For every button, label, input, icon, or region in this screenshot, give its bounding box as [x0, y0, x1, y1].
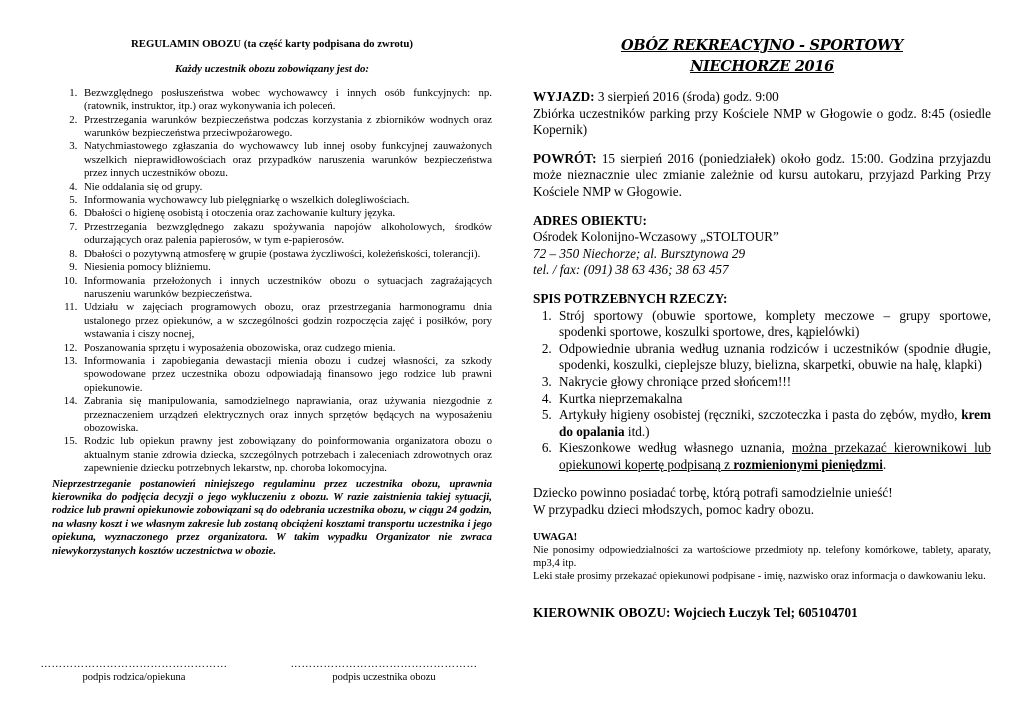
- rules-list: [52, 87, 492, 476]
- rule-item: 11. Udziału w zajęciach programowych obozu, oraz przestrzegania harmonogramu dnia ustalonego przez opiekunów, a w szczególności godzin rozpoczęcia zajęć i posiłków, pory wstawania i ciszy nocnej,: [80, 301, 492, 341]
- signature-line: ……………………………………………: [40, 659, 228, 670]
- bag-section: [533, 485, 991, 518]
- rule-item: 4. Nie oddalania się od grupy.: [80, 181, 492, 194]
- address-label: ADRES OBIEKTU:: [533, 212, 647, 228]
- rule-item: 3. Natychmiastowego zgłaszania do wychowawcy lub innej osoby funkcyjnej zauważonych wszelkich nieprawidłowościach oraz przypadków naruszenia warunków bezpieczeństwa przez innych uczestników obozu.: [80, 140, 492, 180]
- parent-signature-label: podpis rodzica/opiekuna: [82, 672, 186, 684]
- rule-item: 9. Niesienia pomocy bliźniemu.: [80, 261, 492, 274]
- rule-item: 5. Informowania wychowawcy lub pielęgniarkę o wszelkich dolegliwościach.: [80, 194, 492, 207]
- departure-date: 3 sierpień 2016 (środa) godz. 9:00: [594, 89, 779, 104]
- rule-item: 12. Poszanowania sprzętu i wyposażenia obozowiska, oraz cudzego mienia.: [80, 342, 492, 355]
- rule-item: 6. Dbałości o higienę osobistą i otoczenia oraz zachowanie kultury języka.: [80, 207, 492, 220]
- return-label: POWRÓT:: [533, 150, 597, 166]
- return-section: [533, 151, 991, 201]
- exclusion-warning: Nieprzestrzeganie postanowień niniejszego regulaminu przez uczestnika obozu, uprawnia kierownika do podjęcia decyzji o jego wykluczeniu z obozu. W razie zaistnienia takiej sytuacji, rodzice lub prawni opiekunowie zobowiązani są do odebrania uczestnika obozu, w ciągu 24 godzin, na własny koszt i we własnym zakresie lub zostaną obciążeni kosztami transportu uczestnika i jego opiekuna, wyznaczonego przez organizatora. W takim wypadku Organizator nie zwraca niewykorzystanych kosztów uczestnictwa w obozie.: [52, 477, 492, 557]
- help-line: W przypadku dzieci młodszych, pomoc kadry obozu.: [533, 502, 815, 518]
- packing-item: 1. Strój sportowy (obuwie sportowe, komplety meczowe – grupy sportowe, spodenki sportowe, koszulki sportowe, dres, kąpielówki): [555, 308, 991, 341]
- regulations-column: [40, 0, 492, 684]
- regulations-title: REGULAMIN OBOZU (ta część karty podpisana do zwrotu): [130, 38, 414, 50]
- note-valuables: Nie ponosimy odpowiedzialności za wartościowe przedmioty np. telefony komórkowe, tablety, aparaty, mp3,4 itp.: [533, 544, 991, 569]
- address-phone: tel. / fax: (091) 38 63 436; 38 63 457: [533, 262, 729, 278]
- attention-note: [533, 531, 991, 583]
- participant-signature-label: podpis uczestnika obozu: [332, 672, 436, 684]
- packing-item: 4. Kurtka nieprzemakalna: [555, 391, 991, 408]
- rule-item: 7. Przestrzegania bezwzględnego zakazu spożywania napojów alkoholowych, środków odurzających oraz palenia papierosów, w tym e-papierosów.: [80, 221, 492, 248]
- departure-label: WYJAZD:: [533, 89, 595, 104]
- address-section: [533, 213, 991, 279]
- regulations-subtitle: Każdy uczestnik obozu zobowiązany jest do:: [174, 63, 370, 76]
- rule-item: 14. Zabrania się manipulowania, samodzielnego naprawiania, oraz używania niezgodnie z przeznaczeniem urządzeń elektrycznych oraz innych sprzętów będących na wyposażeniu obozowiska.: [80, 395, 492, 435]
- participant-signature: [284, 658, 484, 685]
- rule-item: 15. Rodzic lub opiekun prawny jest zobowiązany do poinformowania organizatora obozu o aktualnym stanie zdrowia dziecka, szczególnych potrzebach i zaleceniach zdrowotnych oraz zapewnienie dziecku potrzebnych lekarstw, np. choroba lokomocyjna.: [80, 435, 492, 475]
- rule-item: 13. Informowania i zapobiegania dewastacji mienia obozu i cudzej własności, za szkody spowodowane przez uczestnika obozu odpowiadają finansowo jego rodzice lub prawni opiekunowie.: [80, 355, 492, 395]
- change-money-text: rozmienionymi pieniędzmi: [733, 456, 883, 472]
- camp-title-line2: NIECHORZE 2016: [690, 58, 834, 75]
- rule-item: 1. Bezwzględnego posłuszeństwa wobec wychowawcy i innych osób funkcyjnych: np. (ratownik, instruktor, itp.) oraz wykonywania ich poleceń.: [80, 87, 492, 114]
- bag-line: Dziecko powinno posiadać torbę, którą potrafi samodzielnie unieść!: [533, 485, 893, 501]
- rule-item: 2. Przestrzegania warunków bezpieczeństwa podczas korzystania z zbiorników wodnych oraz warunków bezpieczeństwa przeciwpożarowego.: [80, 114, 492, 141]
- address-name: Ośrodek Kolonijno-Wczasowy „STOLTOUR”: [533, 229, 779, 245]
- camp-info-column: [533, 0, 991, 621]
- packing-list-section: [533, 291, 991, 474]
- return-text: 15 sierpień 2016 (poniedziałek) około godz. 15:00. Godzina przyjazdu może nieznacznie ulec zmianie zależnie od kursu autokaru, przyjazd Parking Przy Kościele NMP w Głogowie.: [533, 150, 991, 199]
- packing-list: [533, 308, 991, 474]
- rule-item: 10. Informowania przełożonych i innych uczestników obozu o sytuacjach zagrażających naruszeniu warunków bezpieczeństwa.: [80, 275, 492, 302]
- departure-section: [533, 89, 991, 139]
- envelope-note: można przekazać kierownikowi lub opiekunowi kopertę podpisaną z: [559, 440, 991, 472]
- camp-title: [533, 35, 991, 77]
- parent-signature: [34, 658, 234, 685]
- rule-item: 8. Dbałości o pozytywną atmosferę w grupie (postawa życzliwości, koleżeńskości, tolerancji).: [80, 248, 492, 261]
- note-label: UWAGA!: [533, 531, 578, 543]
- packing-item: 5. Artykuły higieny osobistej (ręczniki, szczoteczka i pasta do zębów, mydło, krem do opalania itd.): [555, 407, 991, 440]
- signature-line: ……………………………………………: [290, 659, 478, 670]
- packing-item: 2. Odpowiednie ubrania według uznania rodziców i uczestników (spodnie długie, spodenki, koszulki, cieplejsze bluzy, bielizna, skarpetki, obuwie na halę, klapki): [555, 341, 991, 374]
- camp-title-line1: OBÓZ REKREACYJNO - SPORTOWY: [621, 37, 903, 54]
- departure-detail: Zbiórka uczestników parking przy Kościele NMP w Głogowie o godz. 8:45 (osiedle Kopernik): [533, 105, 991, 138]
- packing-item: 3. Nakrycie głowy chroniące przed słońcem!!!: [555, 374, 991, 391]
- sunscreen-text: krem do opalania: [559, 407, 991, 439]
- camp-leader: KIEROWNIK OBOZU: Wojciech Łuczyk Tel; 605104701: [533, 604, 858, 620]
- packing-item: 6. Kieszonkowe według własnego uznania, można przekazać kierownikowi lub opiekunowi kopertę podpisaną z rozmienionymi pieniędzmi.: [555, 440, 991, 473]
- address-street: 72 – 350 Niechorze; al. Bursztynowa 29: [533, 245, 746, 261]
- packing-list-label: SPIS POTRZEBNYCH RZECZY:: [533, 290, 728, 306]
- note-medicine: Leki stałe prosimy przekazać opiekunowi podpisane - imię, nazwisko oraz informacja o dawkowaniu leku.: [533, 570, 986, 582]
